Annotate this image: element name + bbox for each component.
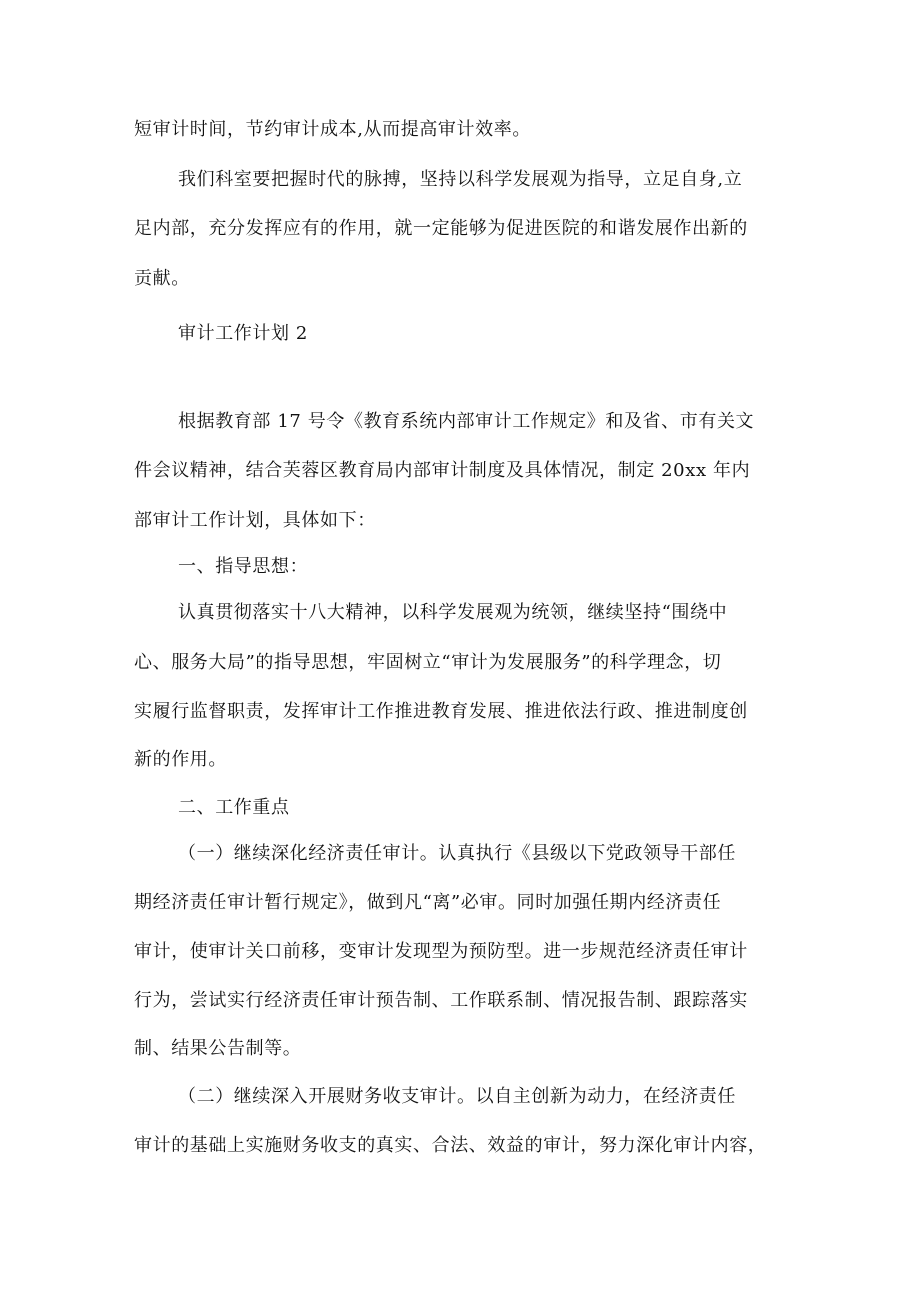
- paragraph-line: 行为，尝试实行经济责任审计预告制、工作联系制、情况报告制、跟踪落实: [134, 990, 748, 1011]
- paragraph-line: （二）继续深入开展财务收支审计。以自主创新为动力，在经济责任: [178, 1086, 736, 1107]
- paragraph-line: 实履行监督职责，发挥审计工作推进教育发展、推进依法行政、推进制度创: [134, 701, 748, 722]
- paragraph-line: 新的作用。: [134, 749, 227, 770]
- paragraph-line: 根据教育部 17 号令《教育系统内部审计工作规定》和及省、市有关文: [178, 411, 755, 432]
- paragraph-line: 制、结果公告制等。: [134, 1038, 302, 1059]
- paragraph-line: 认真贯彻落实十八大精神，以科学发展观为统领，继续坚持“围绕中: [178, 602, 728, 623]
- paragraph-line: 审计，使审计关口前移，变审计发现型为预防型。进一步规范经济责任审计: [134, 941, 748, 962]
- heading-work-focus: 二、工作重点: [178, 797, 290, 818]
- paragraph-line: 足内部，充分发挥应有的作用，就一定能够为促进医院的和谐发展作出新的: [134, 218, 748, 239]
- heading-guiding-thought: 一、指导思想：: [178, 556, 309, 577]
- paragraph-line: 贡献。: [134, 268, 190, 289]
- paragraph-line: （一）继续深化经济责任审计。认真执行《县级以下党政领导干部任: [178, 843, 736, 864]
- paragraph-line: 期经济责任审计暂行规定》，做到凡“离”必审。同时加强任期内经济责任: [134, 892, 722, 913]
- paragraph-line: 部审计工作计划，具体如下：: [134, 510, 376, 531]
- paragraph-line: 我们科室要把握时代的脉搏，坚持以科学发展观为指导，立足自身,立: [178, 169, 743, 190]
- paragraph-line: 短审计时间，节约审计成本,从而提高审计效率。: [134, 119, 531, 140]
- paragraph-line: 审计的基础上实施财务收支的真实、合法、效益的审计，努力深化审计内容，: [134, 1135, 767, 1156]
- paragraph-line: 件会议精神，结合芙蓉区教育局内部审计制度及具体情况，制定 20xx 年内: [134, 460, 751, 481]
- section-title: 审计工作计划 2: [178, 323, 308, 344]
- paragraph-line: 心、服务大局”的指导思想，牢固树立“审计为发展服务”的科学理念，切: [134, 652, 722, 673]
